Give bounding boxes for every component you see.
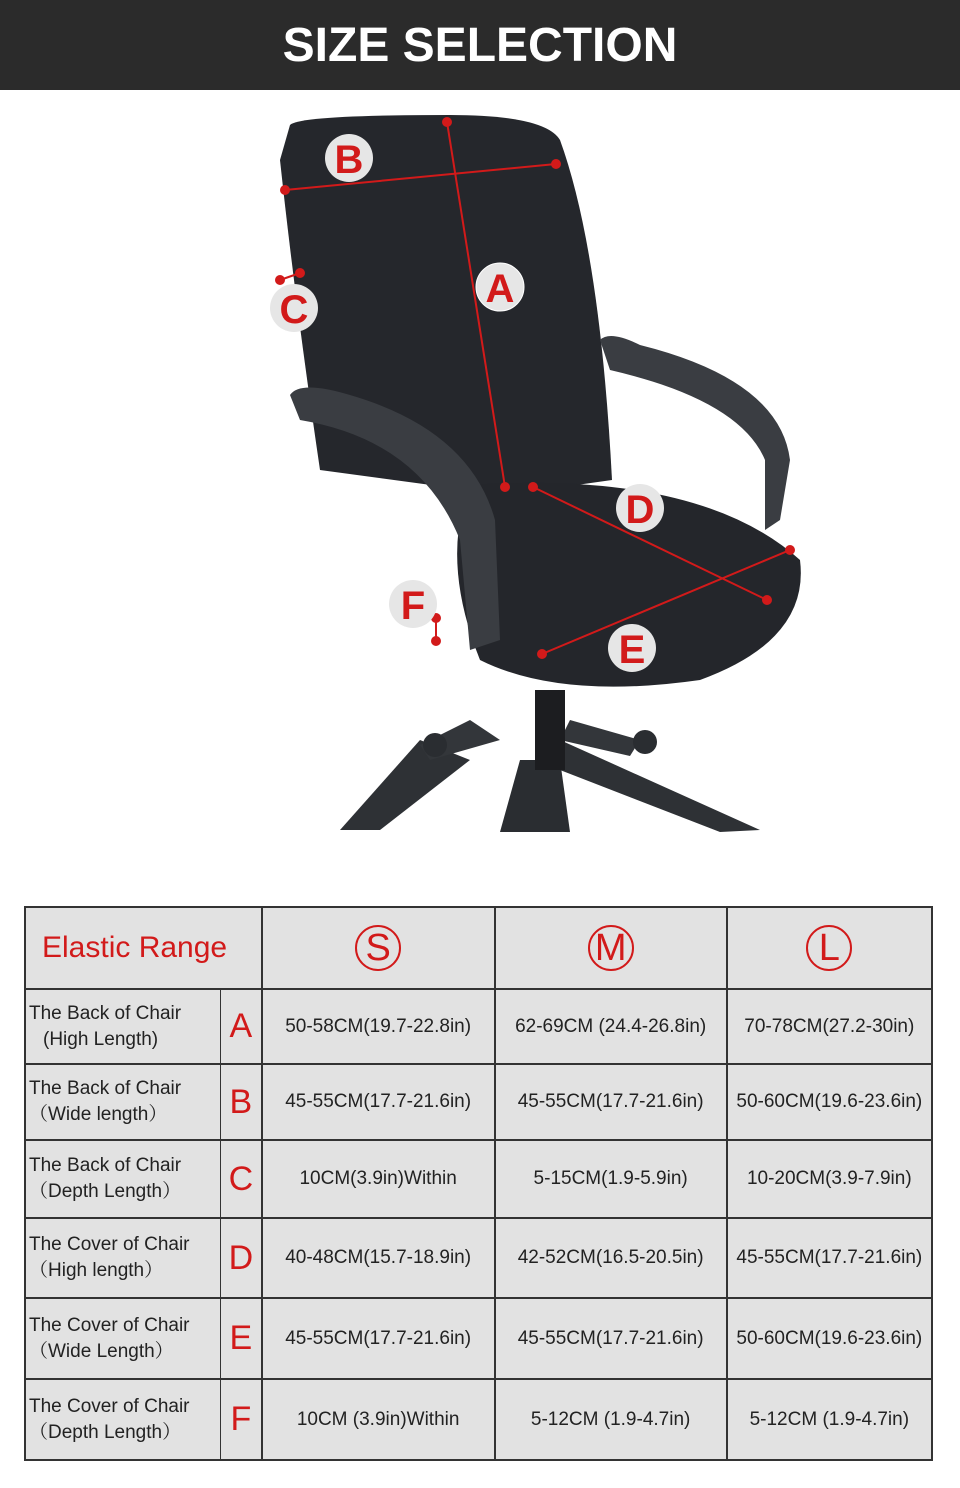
cell-m: 45-55CM(17.7-21.6in): [495, 1064, 727, 1140]
row-letter: B: [221, 1064, 262, 1140]
cell-m: 42-52CM(16.5-20.5in): [495, 1218, 727, 1298]
svg-text:A: A: [485, 267, 515, 311]
row-letter: D: [221, 1218, 262, 1298]
size-table: [24, 906, 933, 1461]
cell-s: 10CM(3.9in)Within: [262, 1140, 495, 1218]
cell-l: 5-12CM (1.9-4.7in): [727, 1379, 932, 1460]
table-row: [25, 1218, 932, 1298]
marker-a: [476, 263, 524, 311]
cell-s: 10CM (3.9in)Within: [262, 1379, 495, 1460]
cell-m: 5-15CM(1.9-5.9in): [495, 1140, 727, 1218]
cell-s: 45-55CM(17.7-21.6in): [262, 1064, 495, 1140]
size-l-header: L: [727, 907, 932, 989]
marker-e: [608, 624, 656, 672]
cell-l: 10-20CM(3.9-7.9in): [727, 1140, 932, 1218]
cell-s: 40-48CM(15.7-18.9in): [262, 1218, 495, 1298]
marker-f: [389, 580, 437, 628]
cell-l: 70-78CM(27.2-30in): [727, 989, 932, 1064]
svg-text:E: E: [618, 628, 646, 672]
table-row: [25, 1140, 932, 1218]
table-row: [25, 989, 932, 1064]
size-m-header: M: [495, 907, 727, 989]
row-label: The Back of Chair (High Length): [25, 989, 221, 1064]
row-label: The Back of Chair （Wide length）: [25, 1064, 221, 1140]
svg-text:B: B: [334, 138, 364, 182]
svg-text:F: F: [400, 584, 426, 628]
marker-d: [616, 484, 664, 532]
cell-l: 45-55CM(17.7-21.6in): [727, 1218, 932, 1298]
cell-m: 45-55CM(17.7-21.6in): [495, 1298, 727, 1379]
marker-b: [325, 134, 373, 182]
row-letter: A: [221, 989, 262, 1064]
cell-l: 50-60CM(19.6-23.6in): [727, 1064, 932, 1140]
table-row: [25, 1064, 932, 1140]
cell-l: 50-60CM(19.6-23.6in): [727, 1298, 932, 1379]
cell-s: 50-58CM(19.7-22.8in): [262, 989, 495, 1064]
elastic-range-heading: Elastic Range: [25, 907, 262, 989]
svg-text:C: C: [279, 288, 309, 332]
row-letter: F: [221, 1379, 262, 1460]
svg-text:D: D: [625, 488, 655, 532]
row-label: The Cover of Chair （Wide Length）: [25, 1298, 221, 1379]
row-label: The Cover of Chair （High length）: [25, 1218, 221, 1298]
cell-m: 62-69CM (24.4-26.8in): [495, 989, 727, 1064]
chair-diagram: [0, 90, 960, 850]
row-label: The Back of Chair （Depth Length）: [25, 1140, 221, 1218]
chair-image: [280, 115, 801, 832]
table-row: [25, 1298, 932, 1379]
row-label: The Cover of Chair （Depth Length）: [25, 1379, 221, 1460]
cell-s: 45-55CM(17.7-21.6in): [262, 1298, 495, 1379]
size-s-header: S: [262, 907, 495, 989]
table-row: [25, 1379, 932, 1460]
page-title: SIZE SELECTION: [0, 0, 960, 90]
row-letter: C: [221, 1140, 262, 1218]
cell-m: 5-12CM (1.9-4.7in): [495, 1379, 727, 1460]
row-letter: E: [221, 1298, 262, 1379]
table-header-row: [25, 907, 932, 989]
marker-c: [270, 284, 318, 332]
